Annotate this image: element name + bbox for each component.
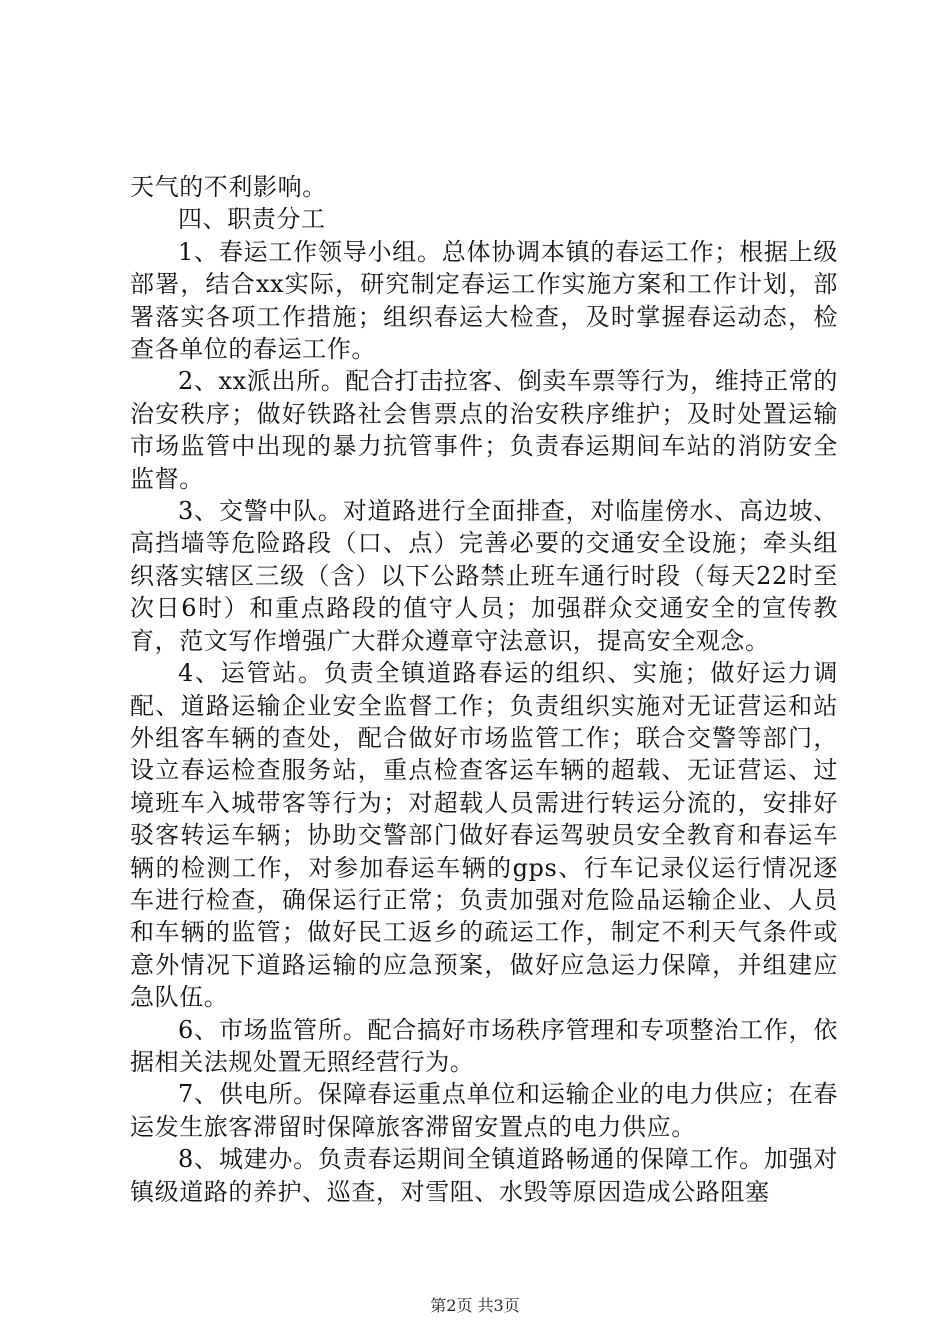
document-body bbox=[130, 171, 838, 1208]
paragraph-power-supply: 7、供电所。保障春运重点单位和运输企业的电力供应；在春运发生旅客滞留时保障旅客滞留安置点的电力供应。 bbox=[130, 1080, 838, 1141]
paragraph-urban-construction: 8、城建办。负责春运期间全镇道路畅通的保障工作。加强对镇级道路的养护、巡查，对雪阻、水毁等原因造成公路阻塞 bbox=[130, 1145, 838, 1206]
paragraph-police-station: 2、xx派出所。配合打击拉客、倒卖车票等行为，维持正常的治安秩序；做好铁路社会售票点的治安秩序维护；及时处置运输市场监管中出现的暴力抗管事件；负责春运期间车站的消防安全监督。 bbox=[130, 367, 838, 493]
paragraph-traffic-police: 3、交警中队。对道路进行全面排查，对临崖傍水、高边坡、高挡墙等危险路段（口、点）完善必要的交通安全设施；牵头组织落实辖区三级（含）以下公路禁止班车通行时段（每天22时至次日6时）和重点路段的值守人员；加强群众交通安全的宣传教育，范文写作增强广大群众遵章守法意识，提高安全观念。 bbox=[130, 497, 838, 655]
paragraph-continuation: 天气的不利影响。 bbox=[130, 173, 327, 201]
paragraph-market-supervision: 6、市场监管所。配合搞好市场秩序管理和专项整治工作，依据相关法规处置无照经营行为。 bbox=[130, 1015, 838, 1076]
page-number-label: 第2页 共3页 bbox=[430, 1296, 520, 1315]
section-heading-duties: 四、职责分工 bbox=[178, 205, 326, 234]
paragraph-leading-group: 1、春运工作领导小组。总体协调本镇的春运工作；根据上级部署，结合xx实际，研究制定春运工作实施方案和工作计划，部署落实各项工作措施；组织春运大检查，及时掌握春运动态，检查各单位的春运工作。 bbox=[130, 237, 838, 364]
page-footer bbox=[0, 1296, 950, 1316]
paragraph-transport-station: 4、运管站。负责全镇道路春运的组织、实施；做好运力调配、道路运输企业安全监督工作；负责组织实施对无证营运和站外组客车辆的查处，配合做好市场监管工作；联合交警等部门，设立春运检查服务站，重点检查客运车辆的超载、无证营运、过境班车入城带客等行为；对超载人员需进行转运分流的，安排好驳客转运车辆；协助交警部门做好春运驾驶员安全教育和春运车辆的检测工作，对参加春运车辆的gps、行车记录仪运行情况逐车进行检查，确保运行正常；负责加强对危险品运输企业、人员和车辆的监管；做好民工返乡的疏运工作，制定不利天气条件或意外情况下道路运输的应急预案，做好应急运力保障，并组建应急队伍。 bbox=[130, 659, 838, 1012]
